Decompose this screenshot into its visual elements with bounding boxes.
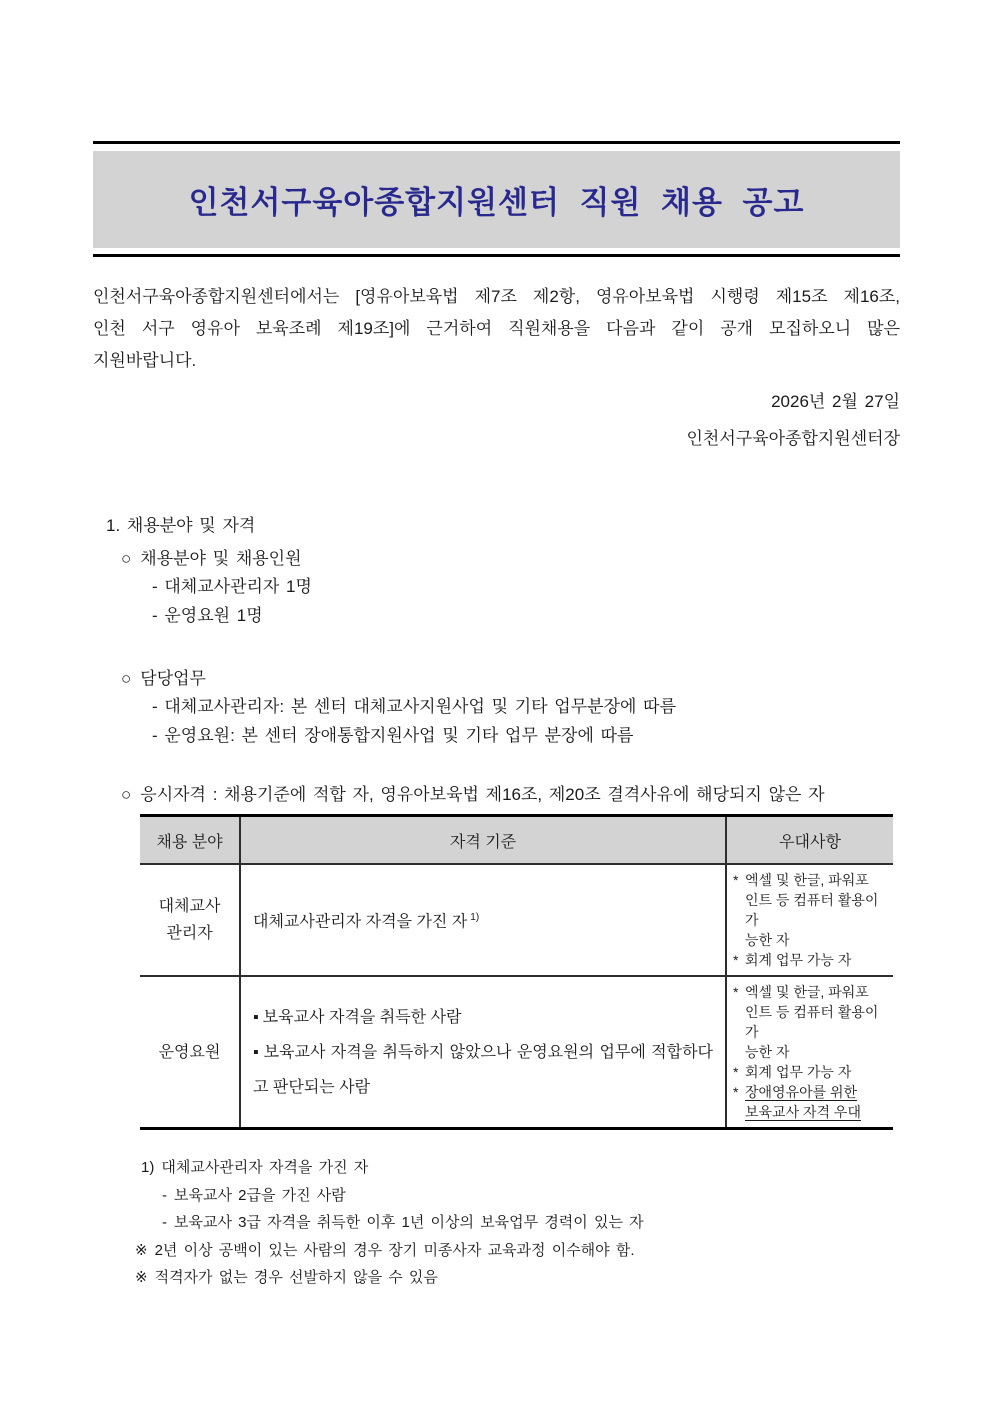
circle-bullet: ○: [121, 785, 132, 804]
duties-list-title: [93, 664, 900, 693]
asterisk-marker: [733, 1042, 745, 1062]
footnote-1-item: [135, 1182, 900, 1210]
preference-text: 엑셀 및 한글, 파워포: [745, 984, 869, 1000]
table-row: [140, 976, 893, 1129]
preference-text: 회계 업무 가능 자: [745, 952, 852, 968]
footnote-text: 대체교사관리자 자격을 가진 자: [161, 1159, 369, 1176]
asterisk-marker: [733, 930, 745, 950]
asterisk-marker: *: [733, 984, 739, 1000]
duty-item: - 대체교사관리자: 본 센터 대체교사지원사업 및 기타 업무분장에 따름: [152, 697, 676, 716]
reference-mark: ※: [135, 1241, 148, 1259]
preference-text-underlined: 장애영유아를 위한: [745, 1084, 858, 1100]
duties-list-title-label: 담당업무: [140, 669, 206, 688]
preference-text: 회계 업무 가능 자: [745, 1064, 852, 1080]
criteria-text: 대체교사관리자 자격을 가진 자: [253, 913, 468, 931]
recruit-list-title-label: 채용분야 및 채용인원: [140, 549, 302, 568]
signature-block: [93, 383, 900, 457]
recruit-item: - 운영요원 1명: [152, 605, 263, 625]
asterisk-marker: [733, 1002, 745, 1042]
asterisk-marker: *: [733, 952, 739, 968]
square-bullet: ▪: [253, 1008, 259, 1026]
date-line: 2026년 2월 27일: [771, 392, 900, 411]
table-row: [140, 864, 893, 976]
table-header-criteria: 자격 기준: [240, 816, 726, 865]
footnote-text: 2년 이상 공백이 있는 사람의 경우 장기 미종사자 교육과정 이수해야 함.: [154, 1241, 635, 1259]
eligibility-label: 응시자격 : 채용기준에 적합 자, 영유아보육법 제16조, 제20조 결격사유에 해당되지 않은 자: [140, 785, 825, 804]
circle-bullet: ○: [121, 669, 132, 688]
document-title: 인천서구육아종합지원센터 직원 채용 공고: [188, 185, 805, 220]
footnote-text: 보육교사 3급 자격을 취득한 이후 1년 이상의 보육업무 경력이 있는 자: [174, 1214, 644, 1231]
cell-preference-substitute-teacher-manager: [726, 864, 893, 976]
footnote-text: 보육교사 2급을 가진 사람: [174, 1186, 346, 1204]
footnote-1: [135, 1154, 900, 1182]
cell-criteria-substitute-teacher-manager: [240, 864, 726, 976]
table-header-field: 채용 분야: [140, 816, 240, 865]
intro-paragraph: [93, 281, 900, 377]
asterisk-marker: *: [733, 1064, 739, 1080]
title-banner: [93, 141, 900, 257]
recruit-list-title: [93, 544, 900, 573]
field-line: 대체교사: [158, 898, 221, 915]
reference-mark: ※: [135, 1269, 148, 1286]
cell-criteria-operation-staff: [240, 976, 726, 1129]
preference-text: 능한 자: [745, 932, 790, 948]
field-line: 관리자: [166, 925, 213, 942]
recruit-item: - 대체교사관리자 1명: [152, 577, 312, 596]
cell-field-substitute-teacher-manager: [140, 864, 240, 976]
section-1-heading: 1. 채용분야 및 자격: [106, 516, 256, 535]
eligibility-line: [93, 780, 900, 809]
dash-marker: -: [162, 1214, 167, 1231]
footnotes: [93, 1154, 900, 1292]
preference-text: 엑셀 및 한글, 파워포: [745, 872, 869, 888]
table-header-preference: 우대사항: [726, 816, 893, 865]
table-header-row: [140, 816, 893, 865]
duty-item: - 운영요원: 본 센터 장애통합지원사업 및 기타 업무 분장에 따름: [152, 725, 634, 745]
asterisk-marker: *: [733, 872, 739, 888]
cell-field-operation-staff: [140, 976, 240, 1129]
footnote-note: [135, 1237, 900, 1265]
asterisk-marker: *: [733, 1084, 739, 1100]
preference-text-underlined: 보육교사 자격 우대: [745, 1104, 861, 1120]
square-bullet: ▪: [253, 1043, 260, 1061]
title-banner-box: [93, 151, 900, 248]
qualification-table: [140, 814, 893, 1130]
cell-preference-operation-staff: [726, 976, 893, 1129]
field-line: 운영요원: [158, 1043, 221, 1061]
signer-line: 인천서구육아종합지원센터장: [686, 429, 900, 448]
asterisk-marker: [733, 890, 745, 930]
preference-text: 능한 자: [745, 1044, 790, 1060]
asterisk-marker: [733, 1102, 745, 1122]
intro-line: 인천 서구 영유아 보육조례 제19조]에 근거하여 직원채용을 다음과 같이 공개 모집하오니 많은: [93, 319, 900, 338]
footnote-1-item: [135, 1209, 900, 1237]
circle-bullet: ○: [121, 549, 132, 568]
preference-text: 인트 등 컴퓨터 활용이 가: [745, 892, 879, 928]
footnote-text: 적격자가 없는 경우 선발하지 않을 수 있음: [154, 1269, 438, 1286]
footnote-note: [135, 1264, 900, 1292]
intro-line: 인천서구육아종합지원센터에서는 [영유아보육법 제7조 제2항, 영유아보육법 시행령 제15조 제16조,: [93, 287, 900, 306]
preference-text: 인트 등 컴퓨터 활용이 가: [745, 1004, 879, 1040]
criteria-text: 보육교사 자격을 취득한 사람: [262, 1008, 462, 1026]
dash-marker: -: [162, 1186, 167, 1204]
intro-line: 지원바랍니다.: [93, 351, 197, 370]
criteria-text: 보육교사 자격을 취득하지 않았으나 운영요원의 업무에 적합하다고 판단되는 사람: [253, 1043, 713, 1096]
footnote-number: 1): [141, 1159, 155, 1176]
footnote-superscript: 1): [470, 911, 480, 923]
